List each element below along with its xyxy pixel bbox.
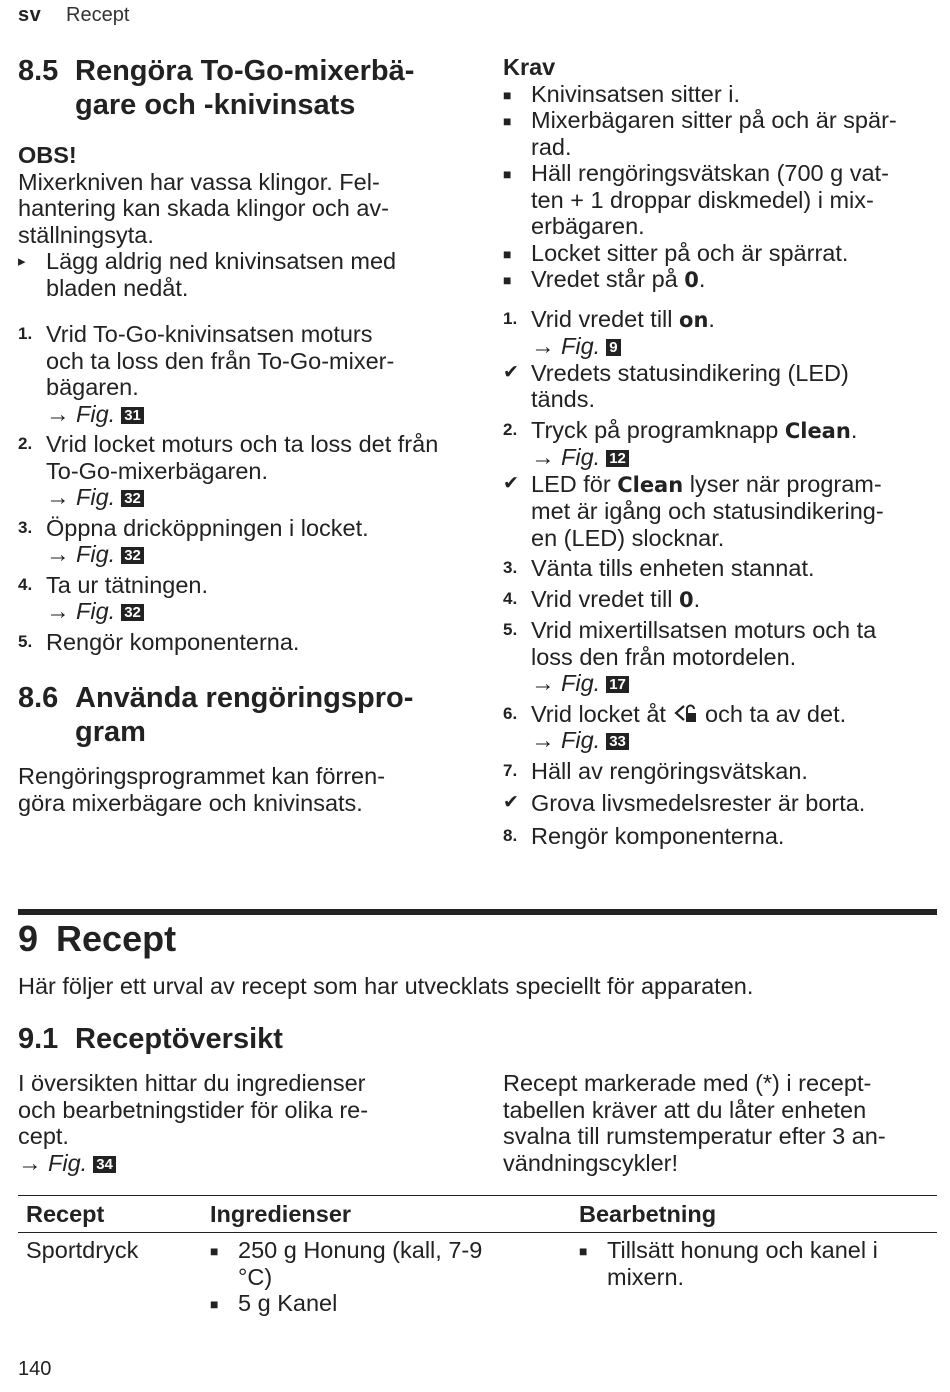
requirement-text: Vredet står på 0.	[531, 266, 706, 292]
step-text: Rengör komponenterna.	[531, 822, 785, 849]
knob-position-label: 0	[684, 268, 699, 292]
arrow-right-icon: →	[46, 541, 70, 567]
step-item	[18, 515, 448, 568]
requirement-item	[503, 107, 943, 160]
checkmark-icon: ✔	[503, 472, 519, 494]
arrow-right-icon: →	[46, 598, 70, 624]
step-item	[503, 823, 943, 850]
section-title: Rengöra To-Go-mixerbä- gare och -knivinsats	[75, 55, 415, 121]
requirement-item	[503, 81, 943, 108]
step-text: Vrid vredet till on.	[531, 305, 715, 332]
table-top-rule	[18, 1195, 937, 1196]
result-item	[503, 360, 943, 413]
step-text: Vrid To-Go-knivinsatsen moturs och ta loss den från To-Go-mixer- bägaren.	[46, 321, 395, 400]
square-bullet-icon: ■	[579, 1243, 588, 1259]
square-bullet-icon: ■	[210, 1296, 219, 1312]
checkmark-icon: ✔	[503, 361, 519, 383]
section-number: 8.6	[18, 682, 59, 714]
processing-item	[579, 1237, 929, 1290]
processing-text: Tillsätt honung och kanel i mixern.	[607, 1237, 878, 1290]
arrow-right-icon: →	[46, 484, 70, 510]
square-bullet-icon: ■	[503, 86, 512, 103]
notice-instruction	[18, 248, 448, 301]
ingredient-text: 5 g Kanel	[238, 1290, 338, 1316]
step-number: 6.	[503, 703, 518, 723]
table-cell-recept: Sportdryck	[26, 1237, 139, 1263]
figure-number-badge: 33	[606, 733, 629, 750]
figure-reference	[18, 1150, 448, 1177]
page-number: 140	[18, 1358, 52, 1380]
figure-number-badge: 32	[121, 490, 144, 507]
overview-right-text	[503, 1070, 943, 1176]
result-item	[503, 471, 943, 552]
figure-reference	[46, 541, 448, 568]
chapter-9-heading	[18, 918, 176, 960]
step-item	[18, 572, 448, 625]
knob-position-label: 0	[679, 587, 694, 612]
step-number: 5.	[503, 620, 518, 639]
notice-text: Mixerkniven har vassa klingor. Fel- hantering kan skada klingor och av- ställningsyta.	[18, 168, 389, 248]
step-text: Ta ur tätningen.	[46, 571, 208, 598]
result-text: Vredets statusindikering (LED) tänds.	[531, 359, 849, 412]
table-cell-processing	[579, 1237, 929, 1290]
figure-label: Fig.	[76, 484, 116, 510]
step-number: 1.	[18, 324, 33, 343]
section-9-1-heading	[18, 1022, 575, 1056]
table-header-bearbetning: Bearbetning	[579, 1201, 717, 1227]
section-8-5-heading	[18, 54, 448, 122]
arrow-right-icon: →	[531, 333, 555, 359]
figure-reference	[531, 670, 943, 697]
arrow-right-icon: →	[531, 444, 555, 470]
figure-number-badge: 9	[606, 339, 620, 356]
triangle-bullet-icon: ▸	[18, 253, 26, 270]
step-item	[503, 758, 943, 785]
figure-number-badge: 34	[93, 1156, 116, 1173]
requirement-text: Häll rengöringsvätskan (700 g vat- ten + 1 droppar diskmedel) i mix- erbägaren.	[531, 160, 889, 239]
figure-reference	[531, 333, 943, 360]
unlock-icon	[673, 703, 699, 725]
square-bullet-icon: ■	[210, 1243, 219, 1259]
overview-text: I översikten hittar du ingredienser och bearbetningstider för olika re- cept.	[18, 1070, 369, 1149]
step-text: Vrid locket åt och ta av det.	[531, 700, 847, 727]
result-text: LED för Clean lyser när program- met är igång och statusindikering- en (LED) slocknar.	[531, 470, 884, 551]
section-8-6-heading	[18, 681, 448, 749]
language-code: sv	[18, 4, 42, 26]
figure-reference	[46, 598, 448, 625]
step-text: Vrid mixertillsatsen moturs och ta loss den från motordelen.	[531, 617, 877, 670]
chapter-rule	[18, 909, 937, 915]
section-8-6-text: Rengöringsprogrammet kan förren- göra mixerbägare och knivinsats.	[18, 763, 386, 816]
table-cell-ingredients	[210, 1237, 550, 1317]
figure-label: Fig.	[561, 670, 601, 696]
step-item	[503, 555, 943, 582]
requirement-item	[503, 240, 943, 267]
arrow-right-icon: →	[18, 1149, 42, 1176]
left-column	[18, 54, 448, 816]
figure-number-badge: 12	[606, 450, 629, 467]
step-number: 2.	[18, 434, 33, 453]
running-header-title: Recept	[66, 4, 130, 26]
step-text: Vrid vredet till 0.	[531, 585, 701, 612]
knob-position-label: on	[679, 307, 709, 332]
figure-reference	[531, 444, 943, 471]
step-text: Rengör komponenterna.	[46, 628, 300, 655]
figure-reference	[531, 727, 943, 754]
figure-number-badge: 17	[606, 676, 629, 693]
requirement-item	[503, 160, 943, 240]
step-text: Tryck på programknapp Clean.	[531, 416, 858, 443]
square-bullet-icon: ■	[503, 166, 512, 182]
requirement-text: Locket sitter på och är spärrat.	[531, 239, 849, 266]
step-item	[503, 617, 943, 697]
step-number: 2.	[503, 419, 518, 439]
figure-reference	[46, 484, 448, 511]
step-text: Häll av rengöringsvätskan.	[531, 757, 808, 784]
requirement-text: Knivinsatsen sitter i.	[531, 80, 740, 107]
step-text: Öppna dricköppningen i locket.	[46, 514, 369, 541]
step-item	[503, 306, 943, 360]
step-number: 3.	[18, 517, 33, 537]
figure-label: Fig.	[561, 727, 601, 753]
chapter-number: 9	[18, 918, 39, 959]
table-header-rule	[18, 1232, 937, 1233]
square-bullet-icon: ■	[503, 113, 512, 129]
step-item	[503, 417, 943, 471]
figure-label: Fig.	[76, 598, 116, 624]
requirement-item	[503, 266, 943, 294]
square-bullet-icon: ■	[503, 272, 512, 288]
ingredient-text: 250 g Honung (kall, 7-9 °C)	[238, 1237, 483, 1290]
program-button-label: Clean	[784, 418, 851, 443]
figure-label: Fig.	[76, 541, 116, 567]
section-number: 9.1	[18, 1023, 59, 1055]
section-number: 8.5	[18, 55, 59, 87]
figure-label: Fig.	[48, 1149, 88, 1176]
figure-number-badge: 31	[121, 407, 144, 424]
figure-number-badge: 32	[121, 604, 144, 621]
table-header-ingredienser: Ingredienser	[210, 1201, 352, 1227]
step-text: Vänta tills enheten stannat.	[531, 555, 815, 581]
notice-label: OBS!	[18, 142, 77, 168]
right-column	[503, 54, 943, 849]
arrow-right-icon: →	[531, 727, 555, 753]
section-title: Använda rengöringspro- gram	[75, 682, 414, 748]
result-item	[503, 790, 943, 817]
figure-number-badge: 32	[121, 547, 144, 564]
step-item	[18, 431, 448, 511]
overview-left-text	[18, 1070, 448, 1176]
step-number: 3.	[503, 558, 518, 577]
requirements-heading: Krav	[503, 54, 556, 80]
step-number: 8.	[503, 825, 518, 845]
step-number: 1.	[503, 308, 518, 328]
result-text: Grova livsmedelsrester är borta.	[531, 790, 866, 816]
ingredient-item	[210, 1237, 550, 1290]
figure-label: Fig.	[76, 400, 116, 427]
figure-reference	[46, 401, 448, 428]
table-header-recept: Recept	[26, 1201, 105, 1227]
step-item	[18, 629, 448, 656]
chapter-intro: Här följer ett urval av recept som har utvecklats speciellt för apparaten.	[18, 973, 754, 999]
chapter-title: Recept	[56, 918, 177, 959]
checkmark-icon: ✔	[503, 792, 519, 813]
step-item	[18, 321, 448, 427]
figure-label: Fig.	[561, 444, 601, 470]
step-text: Vrid locket moturs och ta loss det från To-Go-mixerbägaren.	[46, 431, 439, 484]
step-item	[503, 701, 943, 754]
requirement-text: Mixerbägaren sitter på och är spär- rad.	[531, 107, 897, 160]
section-title: Receptöversikt	[75, 1023, 283, 1055]
figure-label: Fig.	[561, 333, 601, 359]
step-number: 5.	[18, 631, 33, 651]
square-bullet-icon: ■	[503, 245, 512, 262]
notice-instruction-text: Lägg aldrig ned knivinsatsen med bladen nedåt.	[46, 248, 397, 301]
ingredient-item	[210, 1290, 550, 1317]
arrow-right-icon: →	[46, 400, 70, 427]
step-number: 7.	[503, 760, 518, 780]
step-number: 4.	[503, 588, 518, 608]
step-number: 4.	[18, 574, 33, 594]
cooling-note: Recept markerade med (*) i recept- tabellen kräver att du låter enheten svalna till rumstemperatur efter 3 an- vändningscykler!	[503, 1070, 886, 1176]
program-button-label: Clean	[617, 472, 684, 497]
step-item	[503, 586, 943, 614]
arrow-right-icon: →	[531, 670, 555, 696]
